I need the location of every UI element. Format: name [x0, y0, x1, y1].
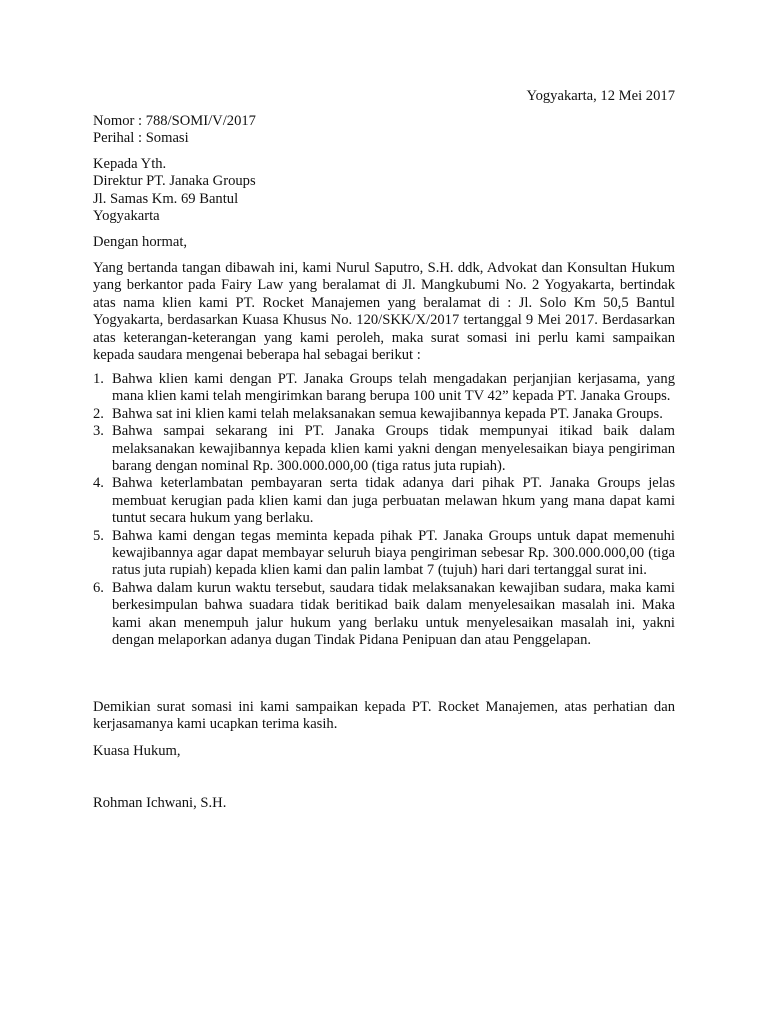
point-number: 1. [93, 371, 104, 387]
point-text: Bahwa keterlambatan pembayaran serta tidak adanya dari pihak PT. Janaka Groups jelas membuat kerugian pada klien kami dan juga perbuatan melawan hkum yang mana dapat kami tuntut secara hukum yang berlaku. [112, 475, 675, 527]
recipient-street: Jl. Samas Km. 69 Bantul [93, 190, 239, 207]
recipient-city: Yogyakarta [93, 208, 160, 225]
recipient-salutation: Kepada Yth. [93, 156, 167, 172]
point-text: Bahwa klien kami dengan PT. Janaka Groups telah mengadakan perjanjian kerjasama, yang mana klien kami telah mengirimkan barang berupa 100 unit TV 42” kepada PT. Janaka Groups. [112, 371, 675, 405]
point-number: 6. [93, 579, 104, 596]
point-item [93, 528, 675, 580]
letter-subject: Perihal : Somasi [93, 130, 189, 147]
greeting: Dengan hormat, [93, 234, 188, 250]
closing-paragraph: Demikian surat somasi ini kami sampaikan kepada PT. Rocket Manajemen, atas perhatian dan kerjasamanya kami ucapkan terima kasih. [93, 699, 675, 733]
letter-meta [93, 113, 675, 148]
point-item [93, 406, 675, 423]
recipient-address [93, 156, 675, 226]
point-text: Bahwa sampai sekarang ini PT. Janaka Groups tidak mempunyai itikad baik dalam melaksanakan kewajibannya kepada klien kami yakni dengan menyelesaikan biaya pengiriman barang dengan nominal Rp. 300.000.000,00 (tiga ratus juta rupiah). [112, 423, 675, 475]
point-number: 3. [93, 423, 104, 440]
point-item [93, 475, 675, 527]
signature-name: Rohman Ichwani, S.H. [93, 795, 227, 811]
point-item [93, 423, 675, 475]
point-number: 4. [93, 475, 104, 492]
point-text: Bahwa dalam kurun waktu tersebut, saudara tidak melaksanakan kewajiban sudara, maka kami berkesimpulan bahwa suadara tidak beritikad baik dalam menyelesaikan masalah ini. Maka kami akan menempuh jalur hukum yang berlaku untuk menyelesaikan masalah ini, yakni dengan melaporkan adanya dugan Tindak Pidana Penipuan dan atau Penggelapan. [112, 579, 675, 649]
intro-paragraph: Yang bertanda tangan dibawah ini, kami Nurul Saputro, S.H. ddk, Advokat dan Konsultan Hukum yang berkantor pada Fairy Law yang beralamat di Jl. Mangkubumi No. 2 Yogyakarta, bertindak atas nama klien kami PT. Rocket Manajemen yang beralamat di : Jl. Solo Km 50,5 Bantul Yogyakarta, berdasarkan Kuasa Khusus No. 120/SKK/X/2017 tertanggal 9 Mei 2017. Berdasarkan atas keterangan-keterangan yang kami peroleh, maka surat somasi ini perlu kami sampaikan kepada saudara mengenai beberapa hal sebagai berikut : [93, 260, 675, 364]
point-text: Bahwa kami dengan tegas meminta kepada pihak PT. Janaka Groups untuk dapat memenuhi kewajibannya agar dapat membayar seluruh biaya pengiriman sebesar Rp. 300.000.000,00 (tiga ratus juta rupiah) kepada klien kami dan palin lambat 7 (tujuh) hari dari tertanggal surat ini. [112, 527, 675, 579]
point-number: 2. [93, 405, 104, 422]
points-list [93, 371, 675, 650]
recipient-name: Direktur PT. Janaka Groups [93, 173, 256, 190]
letter-date: Yogyakarta, 12 Mei 2017 [526, 88, 675, 104]
letter-number: Nomor : 788/SOMI/V/2017 [93, 113, 256, 129]
point-item [93, 580, 675, 650]
point-number: 5. [93, 527, 104, 544]
point-text: Bahwa sat ini klien kami telah melaksanakan semua kewajibannya kepada PT. Janaka Groups. [112, 405, 663, 422]
point-item [93, 371, 675, 406]
signature-title: Kuasa Hukum, [93, 743, 181, 759]
